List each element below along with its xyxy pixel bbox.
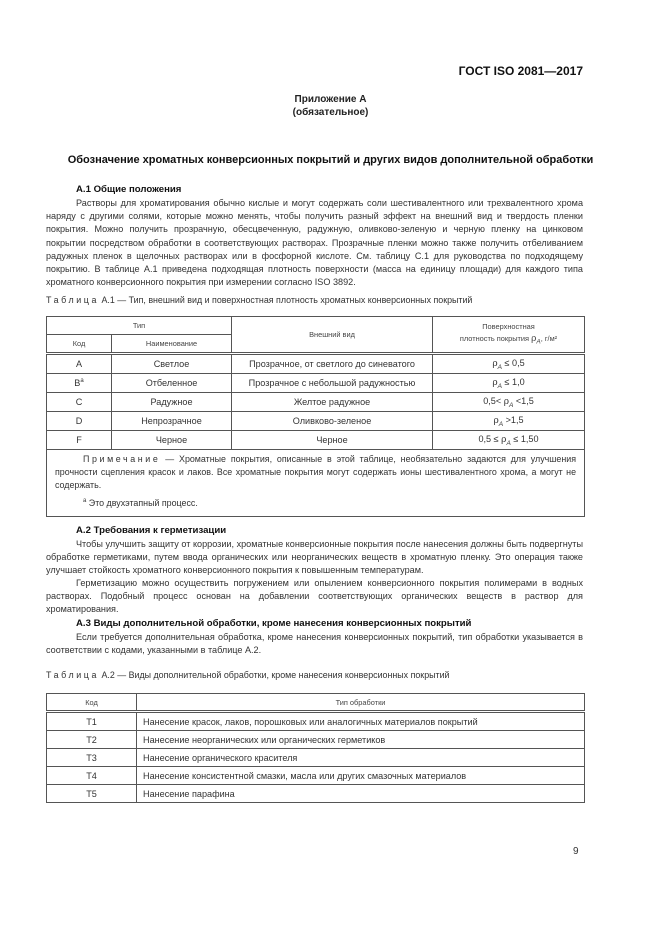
table-row xyxy=(47,354,585,374)
cell-appearance: Желтое радужное xyxy=(232,393,433,412)
cell-appearance: Прозрачное с небольшой радужностью xyxy=(232,374,433,393)
table-row xyxy=(47,393,585,412)
section-a3-title: А.3 Виды дополнительной обработки, кроме нанесения конверсионных покрытий xyxy=(76,618,472,629)
cell-treatment: Нанесение парафина xyxy=(137,785,585,803)
header-density: Поверхностная плотность покрытия ρA, г/м² xyxy=(433,317,585,354)
rho-symbol: ρ xyxy=(531,333,537,344)
header-code: Код xyxy=(47,335,112,354)
table-a2 xyxy=(46,693,585,803)
cell-code: A xyxy=(47,354,112,374)
cell-density: $\rho_A >1,5$ xyxy=(433,412,585,431)
table-row xyxy=(47,749,585,767)
cell-code: $B^a$ xyxy=(47,374,112,393)
cell-code: C xyxy=(47,393,112,412)
section-a1-paragraph: Растворы для хроматирования обычно кислые и могут содержать соли шестивалентного или трехвалентного хрома наряду с другими солями, которые можно менять, чтобы получить разный эффект на внешний вид и твердость пленки покрытия. Можно получить прозрачную, обесцвеченную, радужную, оливково-зеленую и черную пленку на цинковом покрытии посредством обработки в соответствующих растворах. Прозрачные пленки можно также получить отбеливанием радужных пленок в щелочных растворах или в фосфорной кислоте. См. таблицу С.1 для руководства по подходящему покрытию. В таблице А.1 приведена подходящая плотность поверхности (масса на единицу площади) для каждого типа хроматного конверсионного покрытия при измерении согласно ISO 3892. xyxy=(46,198,583,288)
cell-code: F xyxy=(47,431,112,450)
section-a3-paragraph: Если требуется дополнительная обработка, кроме нанесения конверсионных покрытий, тип обработки указывается в соответствии с кодами, указанными в таблице А.2. xyxy=(46,632,583,656)
table-a2-caption xyxy=(46,670,450,680)
header-type-group: Тип xyxy=(47,317,232,335)
cell-code: T3 xyxy=(47,749,137,767)
caption-text: А.2 — Виды дополнительной обработки, кроме нанесения конверсионных покрытий xyxy=(99,670,450,680)
annex-title: Приложение А xyxy=(294,94,367,105)
note-label: Примечание xyxy=(83,454,161,464)
footnote: $^a$ Это двухэтапный процесс. xyxy=(83,497,198,508)
cell-code: T5 xyxy=(47,785,137,803)
table-a1 xyxy=(46,316,585,517)
table-note xyxy=(47,450,585,517)
cell-density: $\rho_A \le 0,5$ xyxy=(433,354,585,374)
cell-name: Светлое xyxy=(112,354,232,374)
cell-treatment: Нанесение консистентной смазки, масла или других смазочных материалов xyxy=(137,767,585,785)
cell-density: $\rho_A \le 1,0$ xyxy=(433,374,585,393)
cell-name: Черное xyxy=(112,431,232,450)
table-row xyxy=(47,767,585,785)
table-row xyxy=(47,412,585,431)
caption-word: Таблица xyxy=(46,670,99,680)
page-number: 9 xyxy=(573,846,579,857)
cell-appearance: Прозрачное, от светлого до синеватого xyxy=(232,354,433,374)
cell-code: T1 xyxy=(47,712,137,731)
section-a2-title: А.2 Требования к герметизации xyxy=(76,525,227,536)
table-row xyxy=(47,431,585,450)
cell-name: Радужное xyxy=(112,393,232,412)
section-a2-paragraph-2: Герметизацию можно осуществить погружением или опылением конверсионного покрытия полимерами в водных растворах. Подобный процесс основан на добавлении соответствующих органических веществ в раствор для хроматирования. xyxy=(46,578,583,615)
caption-word: Таблица xyxy=(46,295,99,305)
table-row xyxy=(47,374,585,393)
table-a1-caption xyxy=(46,295,472,305)
cell-treatment: Нанесение органического красителя xyxy=(137,749,585,767)
cell-treatment: Нанесение неорганических или органических герметиков xyxy=(137,731,585,749)
header-treatment: Тип обработки xyxy=(137,694,585,712)
header-appearance: Внешний вид xyxy=(232,317,433,354)
header-name: Наименование xyxy=(112,335,232,354)
main-title: Обозначение хроматных конверсионных покрытий и других видов дополнительной обработки xyxy=(67,154,594,166)
standard-id: ГОСТ ISO 2081—2017 xyxy=(458,64,583,78)
cell-appearance: Оливково-зеленое xyxy=(232,412,433,431)
table-row xyxy=(47,712,585,731)
cell-code: T4 xyxy=(47,767,137,785)
cell-density: $0,5 \le \rho_A \le 1,50$ xyxy=(433,431,585,450)
cell-treatment: Нанесение красок, лаков, порошковых или аналогичных материалов покрытий xyxy=(137,712,585,731)
cell-code: T2 xyxy=(47,731,137,749)
table-row xyxy=(47,785,585,803)
cell-name: Отбеленное xyxy=(112,374,232,393)
cell-code: D xyxy=(47,412,112,431)
section-a2-paragraph-1: Чтобы улучшить защиту от коррозии, хроматные конверсионные покрытия после нанесения должны быть подвергнуты обработке герметиками, путем ввода органических или неорганических веществ в хроматную пленку. Это операция также улучшает стойкость хроматного конверсионного покрытия к повышенным температурам. xyxy=(46,539,583,576)
cell-density: $0,5< \rho_A <1,5$ xyxy=(433,393,585,412)
header-code: Код xyxy=(47,694,137,712)
cell-appearance: Черное xyxy=(232,431,433,450)
table-row xyxy=(47,731,585,749)
cell-name: Непрозрачное xyxy=(112,412,232,431)
note-paragraph: Примечание — Хроматные покрытия, описанные в этой таблице, необязательно задаются для улучшения прочности сцепления красок и лаков. Все хроматные покрытия могут содержать ионы шестивалентного хрома, а могут не содержать. xyxy=(55,454,577,490)
caption-text: А.1 — Тип, внешний вид и поверхностная плотность хроматных конверсионных покрытий xyxy=(99,295,473,305)
annex-status: (обязательное) xyxy=(292,107,369,118)
section-a1-title: А.1 Общие положения xyxy=(76,184,182,195)
